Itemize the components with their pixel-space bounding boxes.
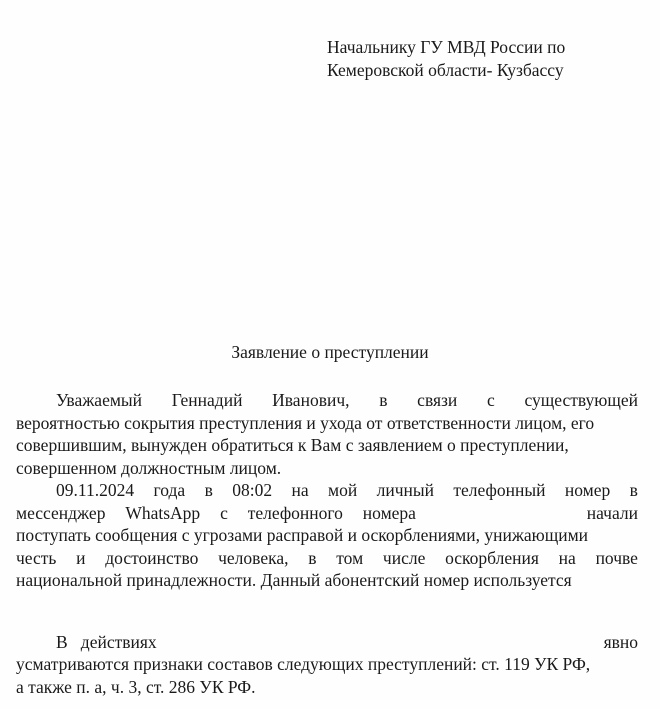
paragraph-2-line-2 (16, 502, 638, 525)
word: мой (328, 480, 358, 500)
paragraph-3-line-2 (16, 653, 638, 676)
word: и (76, 547, 86, 568)
word: года (153, 480, 186, 500)
word: в (379, 390, 388, 410)
word: том (336, 547, 364, 568)
text-line: совершенном должностным лицом. (16, 457, 282, 478)
paragraph-3-line-3 (16, 676, 638, 699)
addressee-line-1: Начальнику ГУ МВД России по (327, 37, 566, 57)
word: 08:02 (232, 480, 273, 500)
word: почве (595, 547, 638, 568)
word: на (558, 547, 576, 568)
addressee-line-2: Кемеровской области- Кузбассу (327, 60, 564, 80)
text-line: вероятностью сокрытия преступления и ухода от ответственности лицом, его (16, 412, 595, 433)
word: 09.11.2024 (56, 480, 135, 500)
addressee-block (327, 36, 565, 82)
text-line: усматриваются признаки составов следующих преступлений: ст. 119 УК РФ, (16, 654, 591, 674)
text-line: а также п. а, ч. 3, ст. 286 УК РФ. (16, 676, 256, 697)
word: мессенджер (16, 502, 106, 523)
text-line: совершившим, вынужден обратиться к Вам с заявлением о преступлении, (16, 435, 569, 455)
word: WhatsApp (125, 502, 201, 523)
word: оскорбления (445, 547, 539, 568)
word: телефонный (453, 480, 546, 500)
paragraph-2-line-5 (16, 569, 638, 592)
word: существующей (524, 390, 638, 410)
word: Иванович, (272, 390, 350, 410)
word: начали (586, 502, 638, 523)
line-left-part (16, 502, 416, 525)
text-line: национальной принадлежности. Данный абонентский номер используется (16, 570, 572, 590)
paragraph-1-line-3 (16, 434, 638, 457)
paragraph-1-line-2 (16, 412, 638, 435)
text-line: В действиях (56, 631, 157, 652)
word: личный (376, 480, 434, 500)
text-line: поступать сообщения с угрозами расправой и оскорблениями, унижающими (16, 525, 589, 545)
paragraph-3-line-1 (16, 631, 638, 654)
word: явно (603, 631, 638, 652)
word: числе (382, 547, 426, 568)
word: с (220, 502, 228, 523)
word: Уважаемый (56, 390, 143, 410)
paragraph-2-line-3 (16, 524, 638, 547)
word: на (291, 480, 309, 500)
word: в (308, 547, 317, 568)
document-body (16, 389, 638, 698)
document-title: Заявление о преступлении (231, 342, 429, 362)
word: достоинство (105, 547, 199, 568)
word: в (204, 480, 213, 500)
word: номера (362, 502, 416, 523)
word: телефонного (247, 502, 343, 523)
redaction-gap (16, 592, 638, 631)
word: с (487, 390, 495, 410)
word: Геннадий (171, 390, 243, 410)
paragraph-2-line-4 (16, 547, 638, 570)
word: честь (16, 547, 57, 568)
word: человека, (218, 547, 289, 568)
paragraph-2-line-1 (16, 479, 638, 502)
word: номер (564, 480, 611, 500)
word: связи (417, 390, 458, 410)
word: в (629, 480, 638, 500)
paragraph-1-line-4 (16, 457, 638, 480)
paragraph-1-line-1 (16, 389, 638, 412)
